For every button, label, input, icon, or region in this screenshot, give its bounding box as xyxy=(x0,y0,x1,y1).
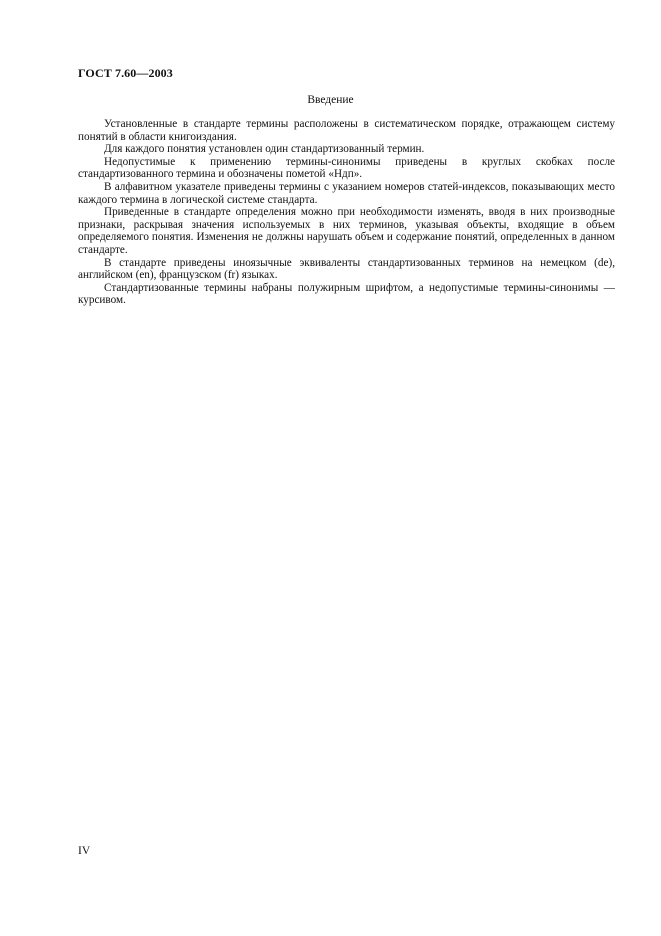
section-title: Введение xyxy=(307,94,354,106)
paragraph: Для каждого понятия установлен один стандартизованный термин. xyxy=(104,143,425,156)
paragraph: В стандарте приведены иноязычные эквиваленты стандартизованных терминов на немецком (de), английском (en), французском (fr) языках. xyxy=(78,256,615,282)
paragraph: Приведенные в стандарте определения можно при необходимости изменять, вводя в них производные признаки, раскрывая значения используемых в них терминов, указывая объекты, входящие в объем определяемого понятия. Изменения не должны нарушать объем и содержание понятий, определенных в данном стандарте. xyxy=(78,206,615,256)
page-number: IV xyxy=(78,845,91,857)
paragraph: Стандартизованные термины набраны полужирным шрифтом, а недопустимые термины-синонимы — курсивом. xyxy=(78,281,615,307)
paragraph: Установленные в стандарте термины расположены в систематическом порядке, отражающем систему понятий в области книгоиздания. xyxy=(78,118,615,143)
body-text xyxy=(78,118,615,307)
document-header: ГОСТ 7.60—2003 xyxy=(78,66,173,80)
paragraph: Недопустимые к применению термины-синонимы приведены в круглых скобках после стандартизованного термина и обозначены пометой «Ндп». xyxy=(78,155,615,181)
paragraph: В алфавитном указателе приведены термины с указанием номеров статей-индексов, показывающих место каждого термина в логической системе стандарта. xyxy=(78,180,615,206)
